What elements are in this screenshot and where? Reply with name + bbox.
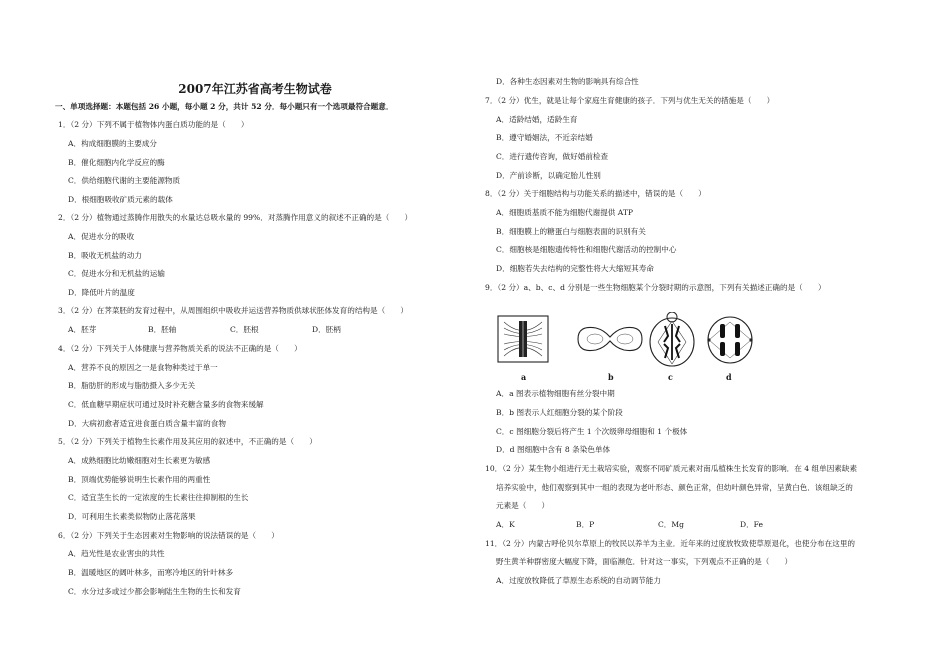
question-7-option-c[interactable]: C．进行遗传咨询，做好婚前检查 [496,152,609,161]
question-10-option-b[interactable]: B．P [576,520,595,529]
question-6-option-a[interactable]: A．趋光性是农业害虫的共性 [68,549,165,558]
question-9-option-b[interactable]: B．b 图表示人红细胞分裂的某个阶段 [496,408,623,417]
question-4-stem: 4．（2 分）下列关于人体健康与营养物质关系的说法不正确的是（ ） [58,344,302,353]
question-7-option-b[interactable]: B．遵守婚姻法，不近亲结婚 [496,133,593,142]
figure-label-a: a [521,372,527,382]
question-10-stem-line-1: 10．（2 分）某生物小组进行无土栽培实验，观察不同矿质元素对南瓜植株生长发育的影响．在 4 组单因素缺素 [485,464,858,473]
question-1-option-a[interactable]: A．构成细胞膜的主要成分 [68,139,158,148]
page-title: 2007年江苏省高考生物试卷 [178,82,332,96]
question-9-option-c[interactable]: C．c 图细胞分裂后将产生 1 个次级卵母细胞和 1 个极体 [496,427,688,436]
question-3-option-d[interactable]: D．胚柄 [312,325,341,334]
question-9-stem: 9．（2 分）a、b、c、d 分别是一些生物细胞某个分裂时期的示意图，下列有关描述正确的是（ ） [485,283,826,292]
question-5-stem: 5．（2 分）下列关于植物生长素作用及其应用的叙述中，不正确的是（ ） [58,437,317,446]
question-7-option-a[interactable]: A．适龄结婚，适龄生育 [496,115,578,124]
question-1-stem: 1．（2 分）下列不属于植物体内蛋白质功能的是（ ） [58,120,249,129]
question-5-option-c[interactable]: C．适宜茎生长的一定浓度的生长素往往抑制根的生长 [68,493,249,502]
question-6-option-d[interactable]: D．各种生态因素对生物的影响具有综合性 [496,77,639,86]
question-9-option-a[interactable]: A．a 图表示植物细胞有丝分裂中期 [496,389,615,398]
question-4-option-b[interactable]: B．脂肪肝的形成与脂肪摄入多少无关 [68,381,196,390]
question-3-stem: 3．（2 分）在荠菜胚的发育过程中，从周围组织中吸收并运送营养物质供球状胚体发育的结构是（ ） [58,306,408,315]
question-8-stem: 8．（2 分）关于细胞结构与功能关系的描述中，错误的是（ ） [485,189,706,198]
cell-diagram-b [578,327,642,350]
question-3-option-b[interactable]: B．胚轴 [148,325,177,334]
question-5-option-d[interactable]: D．可利用生长素类似物防止落花落果 [68,512,196,521]
cell-diagram-a [498,316,548,362]
question-10-option-d[interactable]: D．Fe [740,520,764,529]
question-4-option-c[interactable]: C．低血糖早期症状可通过及时补充糖含量多的食物来缓解 [68,400,264,409]
question-8-option-d[interactable]: D．细胞若失去结构的完整性将大大缩短其寿命 [496,264,654,273]
question-3-option-a[interactable]: A．胚芽 [68,325,97,334]
cell-diagram-d [707,317,752,363]
question-11-stem-line-1: 11．（2 分）内蒙古呼伦贝尔草原上的牧民以养羊为主业．近年来的过度放牧致使草原退化，也使分布在这里的 [485,539,856,548]
cell-diagram-c [650,312,694,366]
question-6-option-c[interactable]: C．水分过多或过少都会影响陆生生物的生长和发育 [68,587,241,596]
figure-label-c: c [668,372,673,382]
question-4-option-a[interactable]: A．营养不良的原因之一是食物种类过于单一 [68,363,218,372]
question-5-option-b[interactable]: B．顶端优势能够说明生长素作用的两重性 [68,475,211,484]
question-2-option-a[interactable]: A．促进水分的吸收 [68,232,135,241]
question-11-stem-line-2: 野生黄羊种群密度大幅度下降，面临濒危．针对这一事实，下列观点不正确的是（ ） [496,557,793,566]
question-7-stem: 7．（2 分）优生，就是让每个家庭生育健康的孩子．下列与优生无关的措施是（ ） [485,96,775,105]
question-8-option-a[interactable]: A．细胞质基质不能为细胞代谢提供 ATP [496,208,634,217]
figure-label-d: d [726,372,732,382]
question-2-stem: 2．（2 分）植物通过蒸腾作用散失的水量达总吸水量的 99%．对蒸腾作用意义的叙述不正确的是（ ） [58,213,413,222]
question-9-option-d[interactable]: D．d 图细胞中含有 8 条染色单体 [496,445,611,454]
question-2-option-b[interactable]: B．吸收无机盐的动力 [68,251,142,260]
question-10-option-c[interactable]: C．Mg [658,520,685,529]
question-2-option-d[interactable]: D．降低叶片的温度 [68,288,135,297]
question-4-option-d[interactable]: D．大病初愈者适宜进食蛋白质含量丰富的食物 [68,419,226,428]
question-6-option-b[interactable]: B．温暖地区的阔叶林多，而寒冷地区的针叶林多 [68,568,234,577]
question-6-stem: 6．（2 分）下列关于生态因素对生物影响的说法错误的是（ ） [58,531,279,540]
question-8-option-b[interactable]: B．细胞膜上的糖蛋白与细胞表面的识别有关 [496,227,646,236]
section-heading: 一、单项选择题：本题包括 26 小题，每小题 2 分，共计 52 分．每小题只有一个选项最符合题意． [55,102,394,111]
figure-label-b: b [608,372,614,382]
question-1-option-b[interactable]: B．催化细胞内化学反应的酶 [68,158,165,167]
question-5-option-a[interactable]: A．成熟细胞比幼嫩细胞对生长素更为敏感 [68,456,211,465]
question-1-option-d[interactable]: D．根细胞吸收矿质元素的载体 [68,195,173,204]
question-10-stem-line-2: 培养实验中，他们观察到其中一组的表现为老叶形态、颜色正常，但幼叶颜色异常，呈黄白色．该组缺乏的 [496,483,853,492]
question-2-option-c[interactable]: C．促进水分和无机盐的运输 [68,269,165,278]
question-7-option-d[interactable]: D．产前诊断，以确定胎儿性别 [496,171,601,180]
question-11-option-a[interactable]: A．过度放牧降低了草原生态系统的自动调节能力 [496,576,661,585]
question-10-option-a[interactable]: A．K [496,520,515,529]
question-1-option-c[interactable]: C．供给细胞代谢的主要能源物质 [68,176,181,185]
cell-division-figure [492,312,762,384]
question-3-option-c[interactable]: C．胚根 [230,325,259,334]
question-8-option-c[interactable]: C．细胞核是细胞遗传特性和细胞代谢活动的控制中心 [496,245,677,254]
question-10-stem-line-3: 元素是（ ） [496,501,550,510]
